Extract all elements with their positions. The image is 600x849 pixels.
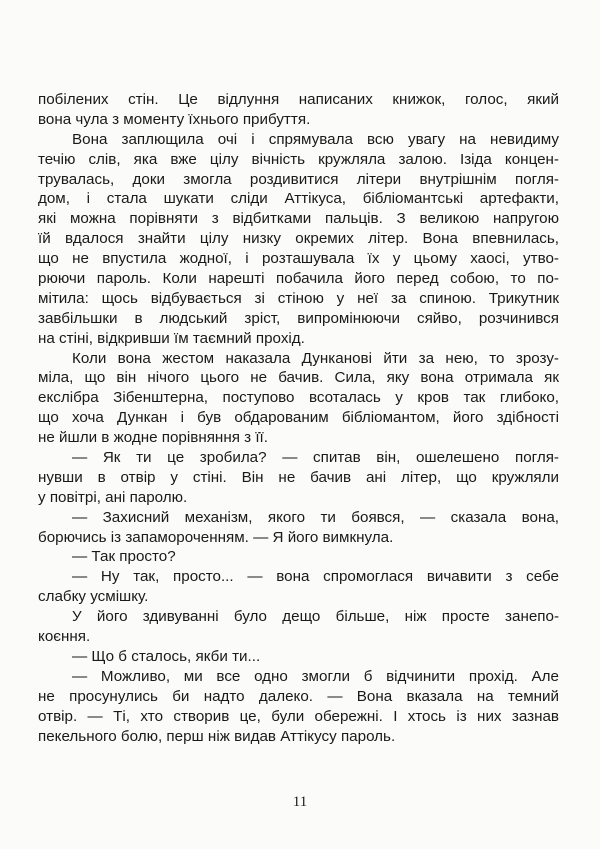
text-line: екслібра Зібенштерна, поступово всоталась у кров так глибоко, — [38, 389, 559, 407]
text-line: борючись із запамороченням. — Я його вимкнула. — [38, 528, 394, 546]
text-line: що не впустила жодної, і розташувала їх у цьому хаосі, утво- — [38, 250, 559, 268]
text-line: Коли вона жестом наказала Дунканові йти за нею, то зрозу- — [72, 349, 559, 367]
text-line: не просунулись би надто далеко. — Вона вказала на темний — [38, 687, 559, 705]
text-line: що хоча Дункан і був обдарованим бібліомантом, його здібності — [38, 409, 559, 427]
text-line: — Ну так, просто... — вона спромоглася вичавити з себе — [72, 568, 559, 586]
text-line: на стіні, відкривши їм таємний прохід. — [38, 329, 305, 347]
text-line: завбільшки в людський зріст, випромінюючи сяйво, розчинився — [38, 309, 559, 327]
text-line: Вона заплющила очі і спрямувала всю увагу на невидиму — [72, 130, 559, 148]
text-line: які можна порівняти з відбитками пальців. З великою напругою — [38, 210, 559, 228]
text-line: течію слів, яка вже цілу вічність кружляла залою. Ізіда концен- — [38, 150, 559, 168]
text-line: трувалась, доки змогла роздивитися літери внутрішнім погля- — [38, 170, 559, 188]
text-line: у повітрі, ані паролю. — [38, 488, 188, 506]
text-line: дом, і стала шукати сліди Аттікуса, бібліомантські артефакти, — [38, 190, 559, 208]
body-text — [38, 90, 559, 746]
text-line: не йшли в жодне порівняння з її. — [38, 429, 268, 447]
text-line: побілених стін. Це відлуння написаних книжок, голос, який — [38, 91, 559, 108]
text-line: вона чула з моменту їхнього прибуття. — [38, 110, 311, 128]
text-line: рюючи пароль. Коли нарешті побачила його перед собою, то по- — [38, 270, 559, 288]
page-number: 11 — [292, 794, 308, 810]
text-line: — Як ти це зробила? — спитав він, ошелешено погля- — [72, 449, 559, 467]
text-line: отвір. — Ті, хто створив це, були обережні. І хтось із них зазнав — [38, 707, 559, 725]
text-line: нувши в отвір у стіні. Він не бачив ані літер, що кружляли — [38, 468, 559, 486]
text-line: У його здивуванні було дещо більше, ніж просте занепо- — [72, 608, 559, 626]
text-line: — Так просто? — [72, 548, 176, 566]
text-line: їй вдалося знайти цілу низку окремих літер. Вона впевнилась, — [38, 230, 559, 248]
text-line: слабку усмішку. — [38, 588, 149, 606]
text-line: — Можливо, ми все одно змогли б відчинити прохід. Але — [72, 667, 559, 685]
text-line: — Захисний механізм, якого ти боявся, — сказала вона, — [72, 508, 559, 526]
text-line: — Що б сталось, якби ти... — [72, 647, 261, 665]
text-line: коєння. — [38, 628, 91, 646]
text-line: мітила: щось відбувається зі стіною у неї за спиною. Трикутник — [38, 289, 559, 307]
text-line: пекельного болю, перш ніж видав Аттікусу пароль. — [38, 727, 396, 745]
text-line: міла, що він нічого цього не бачив. Сила, яку вона отримала як — [38, 369, 559, 387]
